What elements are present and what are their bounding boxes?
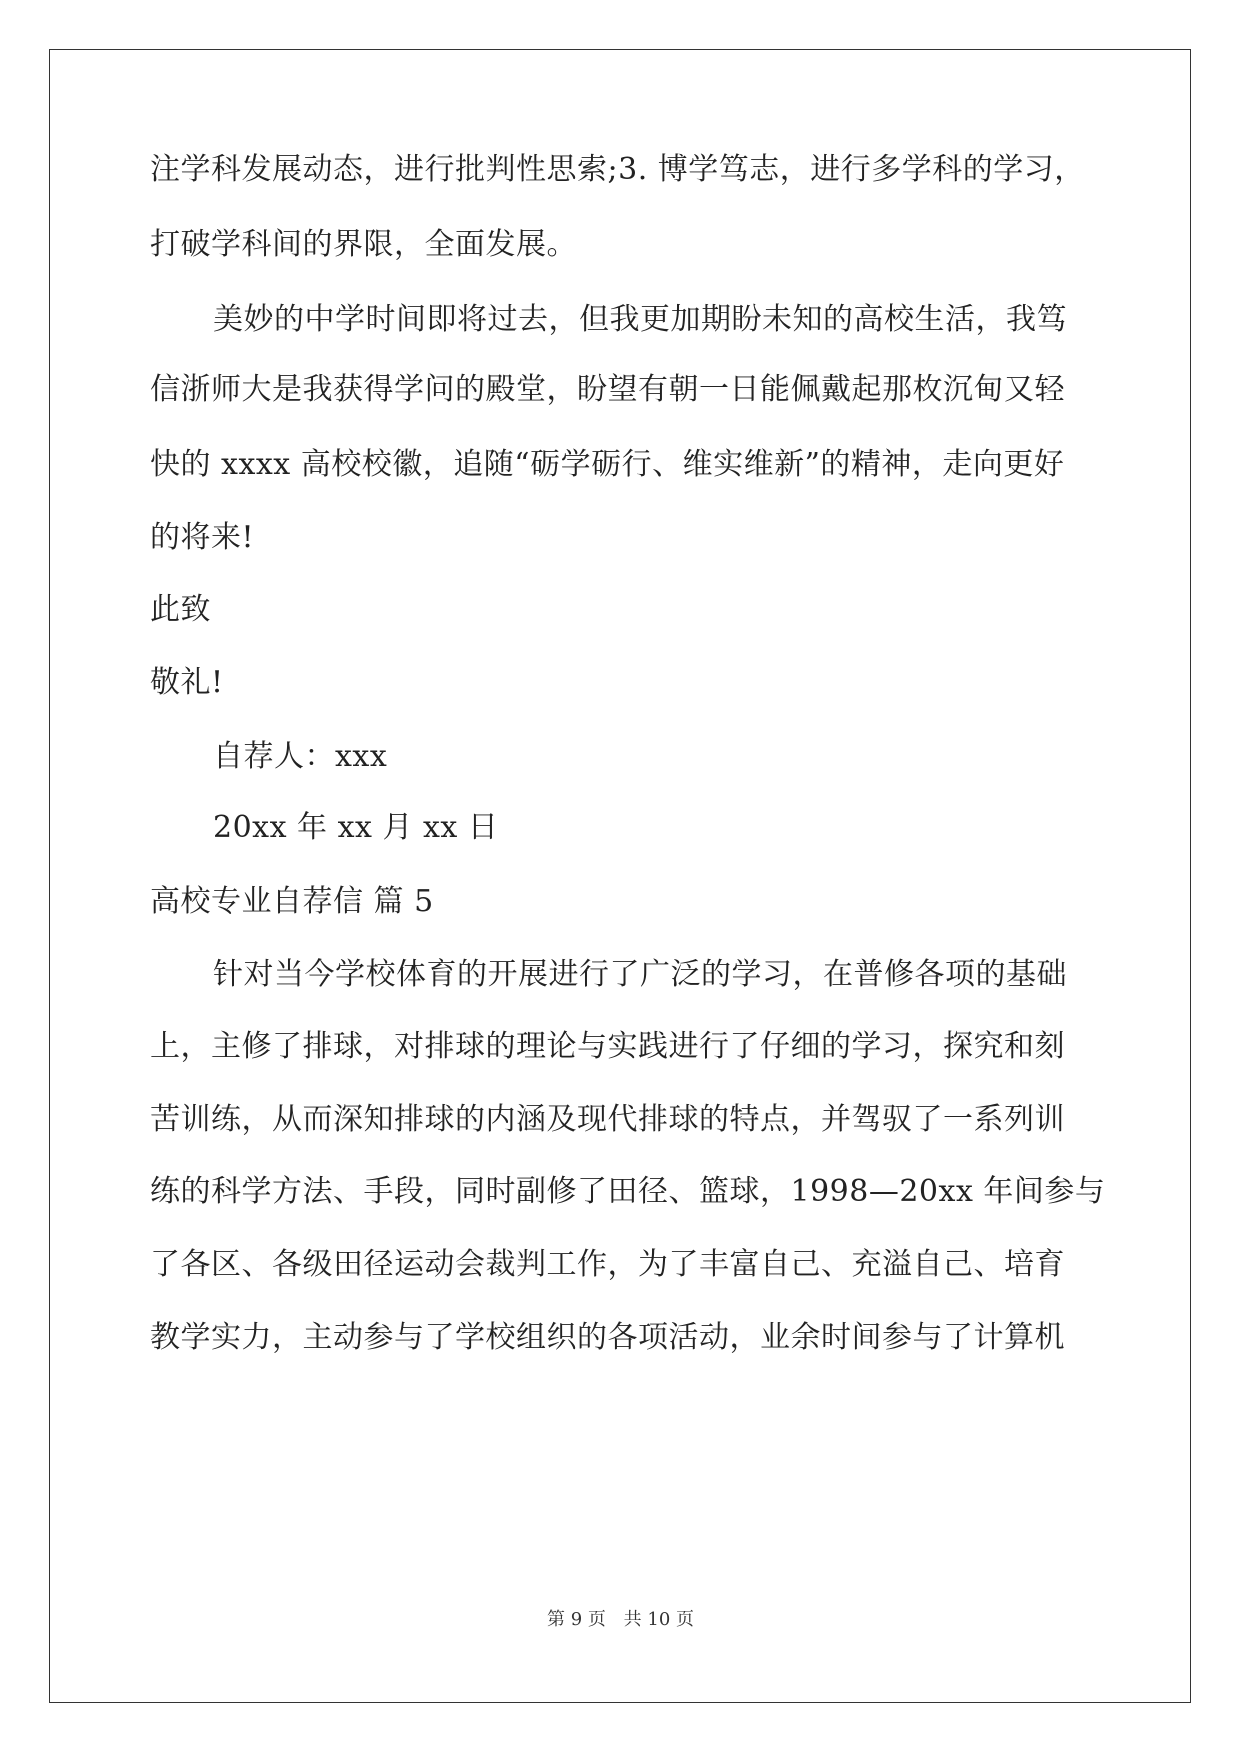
text-line: 练的科学方法、手段，同时副修了田径、篮球，1998—20xx 年间参与 — [150, 1174, 1106, 1209]
text-line: 快的 xxxx 高校校徽，追随“砺学砺行、维实维新”的精神，走向更好 — [150, 447, 1065, 482]
text-line: 针对当今学校体育的开展进行了广泛的学习，在普修各项的基础 — [213, 957, 1067, 992]
text-line: 打破学科间的界限，全面发展。 — [150, 227, 577, 262]
signature: 自荐人：xxx — [213, 739, 388, 774]
section-title: 高校专业自荐信 篇 5 — [150, 884, 434, 919]
page-total: 共 10 页 — [623, 1609, 694, 1630]
text-line: 了各区、各级田径运动会裁判工作，为了丰富自己、充溢自己、培育 — [150, 1247, 1065, 1282]
text-line: 教学实力，主动参与了学校组织的各项活动，业余时间参与了计算机 — [150, 1320, 1065, 1355]
text-line: 的将来! — [150, 520, 255, 555]
page-border — [49, 49, 1191, 1703]
text-line: 美妙的中学时间即将过去，但我更加期盼未知的高校生活，我笃 — [213, 302, 1067, 337]
date: 20xx 年 xx 月 xx 日 — [213, 810, 499, 845]
text-line: 信浙师大是我获得学问的殿堂，盼望有朝一日能佩戴起那枚沉甸又轻 — [150, 372, 1065, 407]
text-line: 上，主修了排球，对排球的理论与实践进行了仔细的学习，探究和刻 — [150, 1029, 1065, 1064]
page-footer — [0, 1605, 1241, 1631]
text-line: 苦训练，从而深知排球的内涵及现代排球的特点，并驾驭了一系列训 — [150, 1102, 1065, 1137]
closing-salutation: 此致 — [150, 592, 211, 627]
text-line: 注学科发展动态，进行批判性思索;3. 博学笃志，进行多学科的学习， — [150, 152, 1085, 187]
closing-regards: 敬礼! — [150, 665, 224, 700]
page-number: 第 9 页 — [547, 1609, 606, 1630]
